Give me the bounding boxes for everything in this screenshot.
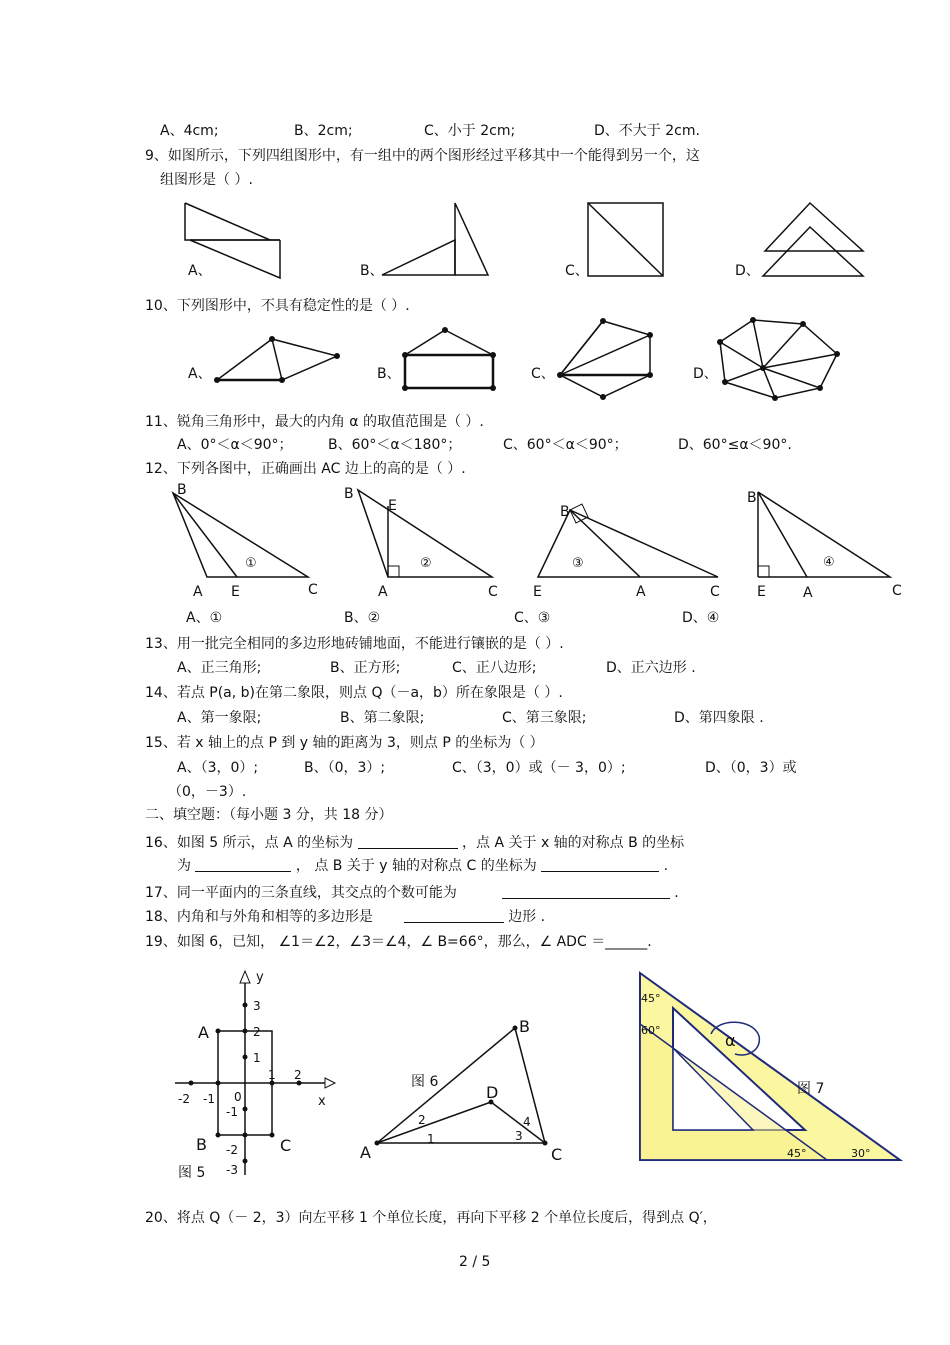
q8-option-b: B、2cm;	[294, 123, 353, 139]
q18-line	[145, 908, 545, 926]
fig7-alpha: α	[725, 1031, 736, 1050]
q9-stem-line1: 9、如图所示，下列四组图形中，有一组中的两个图形经过平移其中一个能得到另一个，这	[145, 148, 700, 164]
fig6-label-a: A	[360, 1143, 371, 1162]
q17-blank[interactable]	[502, 884, 670, 899]
q12-option-a: A、①	[186, 610, 223, 626]
q12-fig4-label-b: B	[747, 490, 757, 506]
fig6-angle-2: 2	[418, 1113, 426, 1127]
fig5-ytick: 3	[253, 999, 261, 1013]
q12-fig2-label-b: B	[344, 486, 354, 502]
page-number: 2 / 5	[459, 1254, 491, 1270]
fig6-angle-4: 4	[523, 1115, 531, 1129]
fig5-ytick: 1	[253, 1051, 261, 1065]
fig7-angle-45-top: 45°	[641, 992, 661, 1005]
q12-fig3-label-a: A	[636, 584, 646, 600]
q10-label-a: A、	[188, 366, 212, 382]
fig6-angle-3: 3	[515, 1129, 523, 1143]
q12-stem: 12、下列各图中，正确画出 AC 边上的高的是（ ）.	[145, 461, 466, 477]
q20-stem: 20、将点 Q（－ 2，3）向左平移 1 个单位长度，再向下平移 2 个单位长度后，得到点 Q′，	[145, 1210, 717, 1226]
q10-figure-c	[555, 315, 660, 405]
q12-fig3-label-c: C	[710, 584, 720, 600]
q12-option-c: C、③	[514, 610, 551, 626]
q16-line2	[177, 857, 668, 875]
q15-option-a: A、（3，0）;	[177, 760, 259, 776]
fig5-point-c: C	[280, 1136, 292, 1155]
q17-line	[145, 884, 679, 902]
q11-stem: 11、锐角三角形中，最大的内角 α 的取值范围是（ ）.	[145, 414, 484, 430]
q19-stem: 19、如图 6，已知， ∠1＝∠2，∠3＝∠4，∠ B=66°，那么，∠ ADC ＝______.	[145, 934, 652, 950]
q10-stem: 10、下列图形中，不具有稳定性的是（ ）.	[145, 298, 410, 314]
figure-6	[355, 1012, 575, 1167]
fig5-point-b: B	[196, 1135, 207, 1154]
q13-option-a: A、正三角形;	[177, 660, 262, 676]
q12-figure-3	[530, 495, 730, 600]
q12-figure-1	[165, 480, 335, 600]
q11-option-c: C、60°＜α＜90°；	[503, 437, 628, 453]
q12-fig4-label-e: E	[757, 584, 766, 600]
fig5-ytick: -1	[226, 1105, 238, 1119]
q12-fig1-number: ①	[245, 556, 257, 571]
q9-figure-b	[375, 198, 495, 283]
q11-option-a: A、0°＜α＜90°；	[177, 437, 293, 453]
q14-option-c: C、第三象限;	[502, 710, 587, 726]
fig5-y-label: y	[256, 970, 264, 985]
q13-option-d: D、正六边形 .	[606, 660, 696, 676]
fig5-ytick: 2	[253, 1025, 261, 1039]
q15-option-c: C、（3，0）或（－ 3，0）;	[452, 760, 626, 776]
fig6-label-c: C	[551, 1145, 563, 1164]
q16-blank-1[interactable]	[358, 834, 458, 849]
q16-blank-2[interactable]	[195, 857, 291, 872]
q12-option-b: B、②	[344, 610, 381, 626]
q9-label-d: D、	[735, 263, 760, 279]
q10-figure-a	[212, 330, 342, 390]
fig5-ytick: -2	[226, 1143, 238, 1157]
q12-fig2-label-c: C	[488, 584, 498, 600]
q11-option-b: B、60°＜α＜180°；	[328, 437, 462, 453]
q10-figure-b	[400, 325, 500, 395]
q12-fig4-label-c: C	[892, 583, 902, 599]
q8-option-c: C、小于 2cm;	[424, 123, 516, 139]
q16-line1	[145, 834, 684, 852]
q16-text-e: .	[663, 858, 669, 874]
q14-option-d: D、第四象限 .	[674, 710, 764, 726]
q12-fig4-number: ④	[823, 555, 835, 570]
q10-figure-d	[715, 312, 845, 407]
fig5-xtick: -1	[203, 1092, 215, 1106]
fig5-xtick: -2	[178, 1092, 190, 1106]
fig5-xtick: 2	[294, 1068, 302, 1082]
q15-option-d-cont: （0，－3）.	[168, 784, 247, 800]
q18-text-b: 边形 .	[508, 909, 546, 925]
q9-label-c: C、	[565, 263, 589, 279]
q16-text-d: ， 点 B 关于 y 轴的对称点 C 的坐标为	[295, 858, 537, 874]
fig6-label-b: B	[519, 1017, 530, 1036]
q9-figure-d	[760, 198, 870, 283]
q10-label-b: B、	[377, 366, 401, 382]
fig5-x-label: x	[318, 1094, 326, 1109]
fig5-origin: 0	[234, 1090, 242, 1104]
fig5-xtick: 1	[268, 1068, 276, 1082]
q12-fig1-label-a: A	[193, 584, 203, 600]
q14-stem: 14、若点 P(a, b)在第二象限，则点 Q（－a，b）所在象限是（ ）.	[145, 685, 563, 701]
q12-fig1-label-e: E	[231, 584, 240, 600]
q17-text-b: .	[674, 885, 679, 901]
q16-text-c: 为	[177, 858, 191, 874]
q12-fig1-label-b: B	[177, 482, 187, 498]
fig6-label-d: D	[486, 1083, 499, 1102]
q16-text-a: 16、如图 5 所示，点 A 的坐标为	[145, 835, 354, 851]
q13-stem: 13、用一批完全相同的多边形地砖铺地面，不能进行镶嵌的是（ ）.	[145, 636, 564, 652]
q12-fig3-label-b: B	[560, 504, 570, 520]
q16-blank-3[interactable]	[541, 857, 659, 872]
section2-heading: 二、填空题：（每小题 3 分，共 18 分）	[145, 807, 393, 823]
fig7-angle-60: 60°	[641, 1024, 661, 1037]
q9-stem-line2: 组图形是（ ）.	[160, 172, 253, 188]
q15-stem: 15、若 x 轴上的点 P 到 y 轴的距离为 3，则点 P 的坐标为（ ）	[145, 735, 544, 751]
q12-fig1-label-c: C	[308, 582, 318, 598]
q9-label-a: A、	[188, 263, 212, 279]
q12-fig4-label-a: A	[803, 585, 813, 601]
q16-text-b: ，点 A 关于 x 轴的对称点 B 的坐标	[462, 835, 685, 851]
fig7-caption: 图 7	[797, 1081, 825, 1097]
q12-fig3-label-e: E	[533, 584, 542, 600]
q12-fig2-number: ②	[420, 556, 432, 571]
q15-option-d: D、（0，3）或	[705, 760, 797, 776]
fig7-angle-45-bottom: 45°	[787, 1147, 807, 1160]
q9-label-b: B、	[360, 263, 384, 279]
q14-option-a: A、第一象限;	[177, 710, 262, 726]
q12-fig3-number: ③	[572, 556, 584, 571]
q18-text-a: 18、内角和与外角和相等的多边形是	[145, 909, 373, 925]
q17-text-a: 17、同一平面内的三条直线，其交点的个数可能为	[145, 885, 457, 901]
q12-fig2-label-e: E	[388, 498, 397, 514]
q14-option-b: B、第二象限;	[340, 710, 425, 726]
q18-blank[interactable]	[404, 908, 504, 923]
fig7-angle-30: 30°	[851, 1147, 871, 1160]
q12-figure-2	[340, 480, 510, 600]
q8-option-a: A、4cm;	[160, 123, 219, 139]
q15-option-b: B、（0，3）;	[304, 760, 386, 776]
q13-option-c: C、正八边形;	[452, 660, 537, 676]
fig5-ytick: -3	[226, 1163, 238, 1177]
q12-option-d: D、④	[682, 610, 720, 626]
fig6-caption: 图 6	[411, 1074, 439, 1090]
figure-5	[170, 965, 345, 1185]
figure-7	[635, 968, 905, 1163]
q13-option-b: B、正方形;	[330, 660, 401, 676]
fig5-point-a: A	[198, 1023, 209, 1042]
q8-option-d: D、不大于 2cm.	[594, 123, 700, 139]
fig6-angle-1: 1	[427, 1132, 435, 1146]
q12-figure-4	[745, 485, 915, 600]
q10-label-c: C、	[531, 366, 555, 382]
q10-label-d: D、	[693, 366, 718, 382]
q11-option-d: D、60°≤α＜90°.	[678, 437, 792, 453]
fig5-caption: 图 5	[178, 1165, 206, 1181]
q12-fig2-label-a: A	[378, 584, 388, 600]
q9-figure-c	[585, 198, 670, 283]
